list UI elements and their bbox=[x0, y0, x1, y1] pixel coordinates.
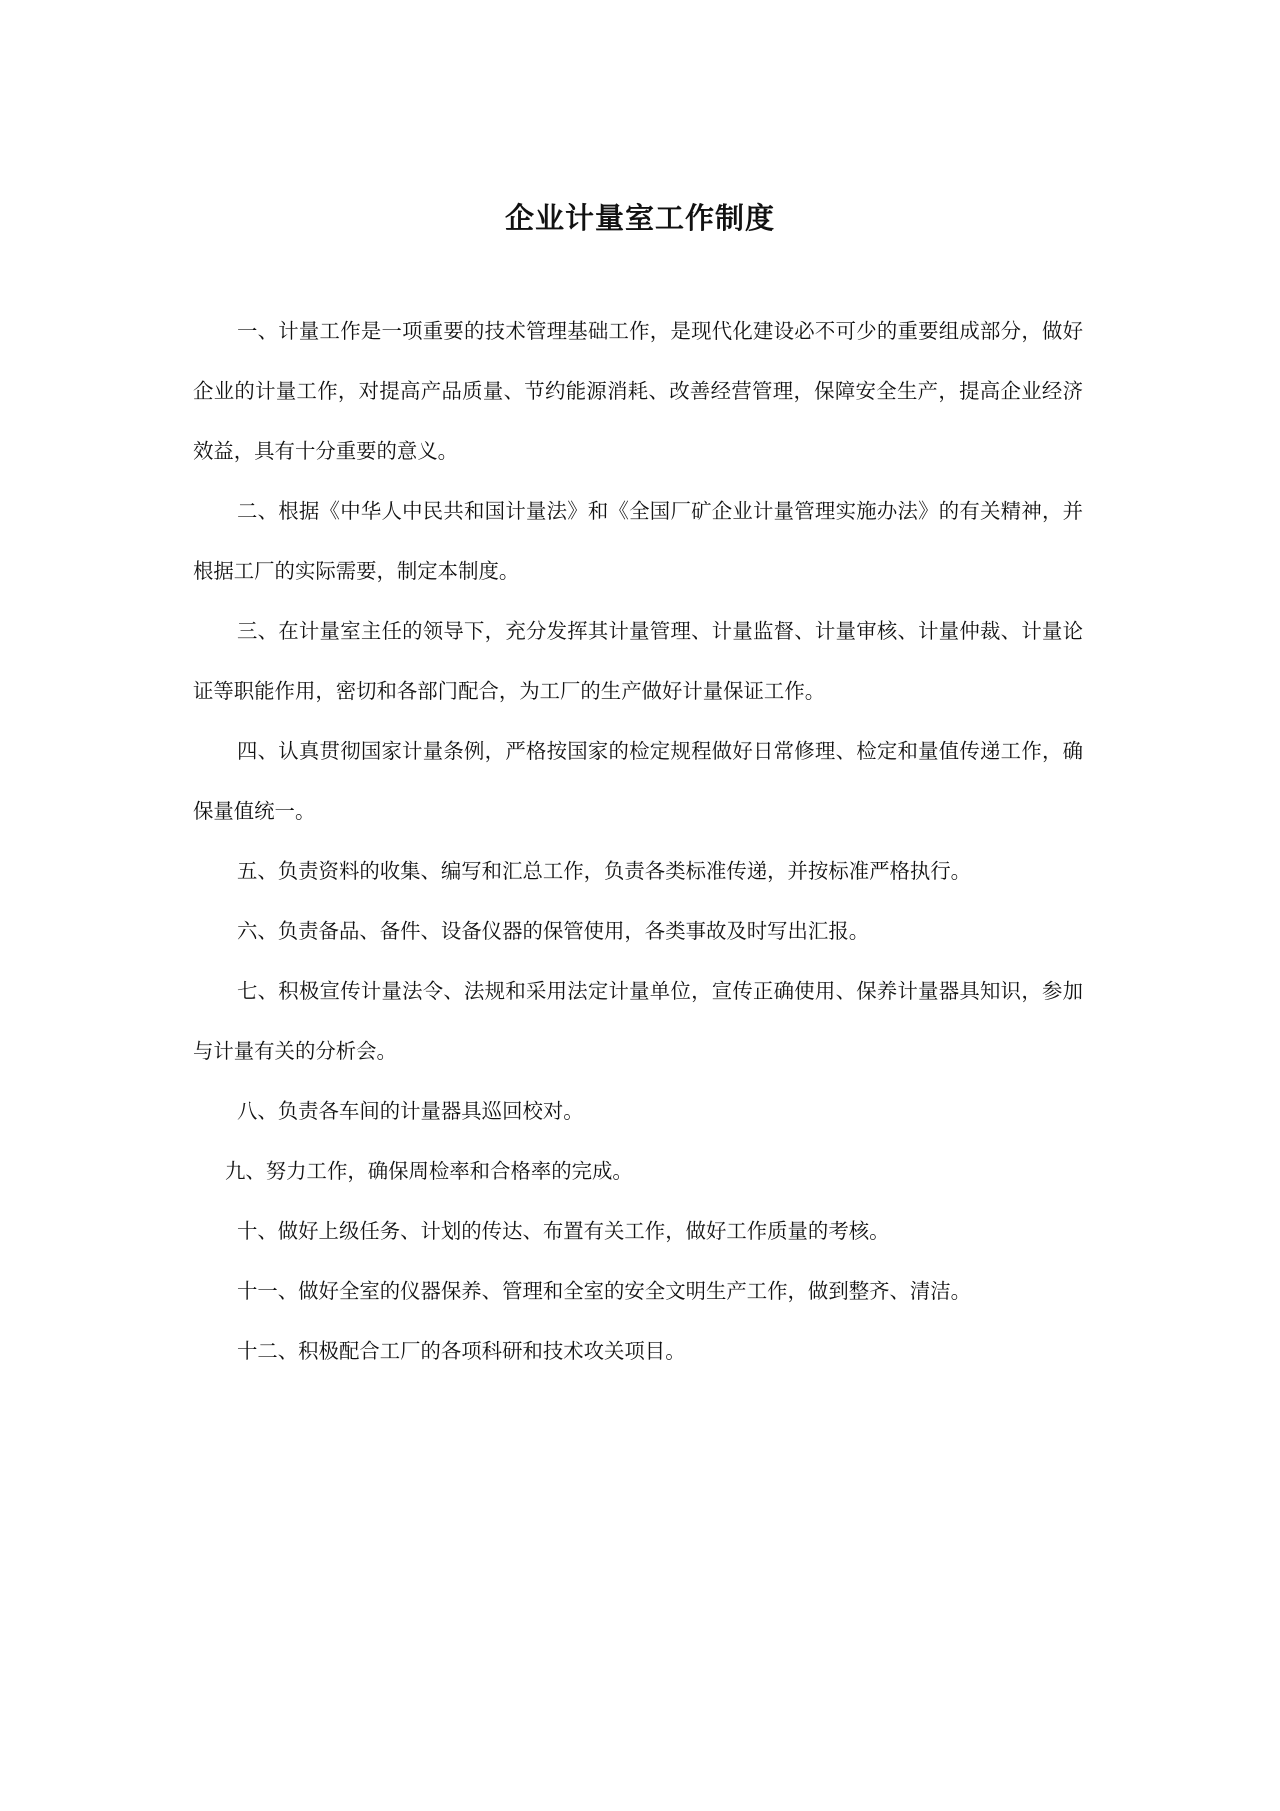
paragraph-11: 十一、做好全室的仪器保养、管理和全室的安全文明生产工作，做到整齐、清洁。 bbox=[237, 1279, 972, 1303]
paragraph-12: 十二、积极配合工厂的各项科研和技术攻关项目。 bbox=[237, 1339, 686, 1363]
paragraph-5: 五、负责资料的收集、编写和汇总工作，负责各类标准传递，并按标准严格执行。 bbox=[237, 859, 972, 883]
paragraph-6: 六、负责备品、备件、设备仪器的保管使用，各类事故及时写出汇报。 bbox=[237, 919, 870, 943]
paragraph-8: 八、负责各车间的计量器具巡回校对。 bbox=[237, 1099, 584, 1123]
paragraph-2: 二、根据《中华人中民共和国计量法》和《全国厂矿企业计量管理实施办法》的有关精神，并根据工厂的实际需要，制定本制度。 bbox=[193, 499, 1083, 583]
paragraph-10: 十、做好上级任务、计划的传达、布置有关工作，做好工作质量的考核。 bbox=[237, 1219, 890, 1243]
paragraph-3: 三、在计量室主任的领导下，充分发挥其计量管理、计量监督、计量审核、计量仲裁、计量论证等职能作用，密切和各部门配合，为工厂的生产做好计量保证工作。 bbox=[193, 619, 1083, 703]
paragraph-1: 一、计量工作是一项重要的技术管理基础工作，是现代化建设必不可少的重要组成部分，做好企业的计量工作，对提高产品质量、节约能源消耗、改善经营管理，保障安全生产，提高企业经济效益，具有十分重要的意义。 bbox=[193, 319, 1083, 463]
document-body bbox=[193, 301, 1083, 1381]
document-title: 企业计量室工作制度 bbox=[504, 201, 775, 235]
paragraph-4: 四、认真贯彻国家计量条例，严格按国家的检定规程做好日常修理、检定和量值传递工作，确保量值统一。 bbox=[193, 739, 1083, 823]
paragraph-9: 九、努力工作，确保周检率和合格率的完成。 bbox=[225, 1159, 633, 1183]
paragraph-7: 七、积极宣传计量法令、法规和采用法定计量单位，宣传正确使用、保养计量器具知识，参加与计量有关的分析会。 bbox=[193, 979, 1083, 1063]
